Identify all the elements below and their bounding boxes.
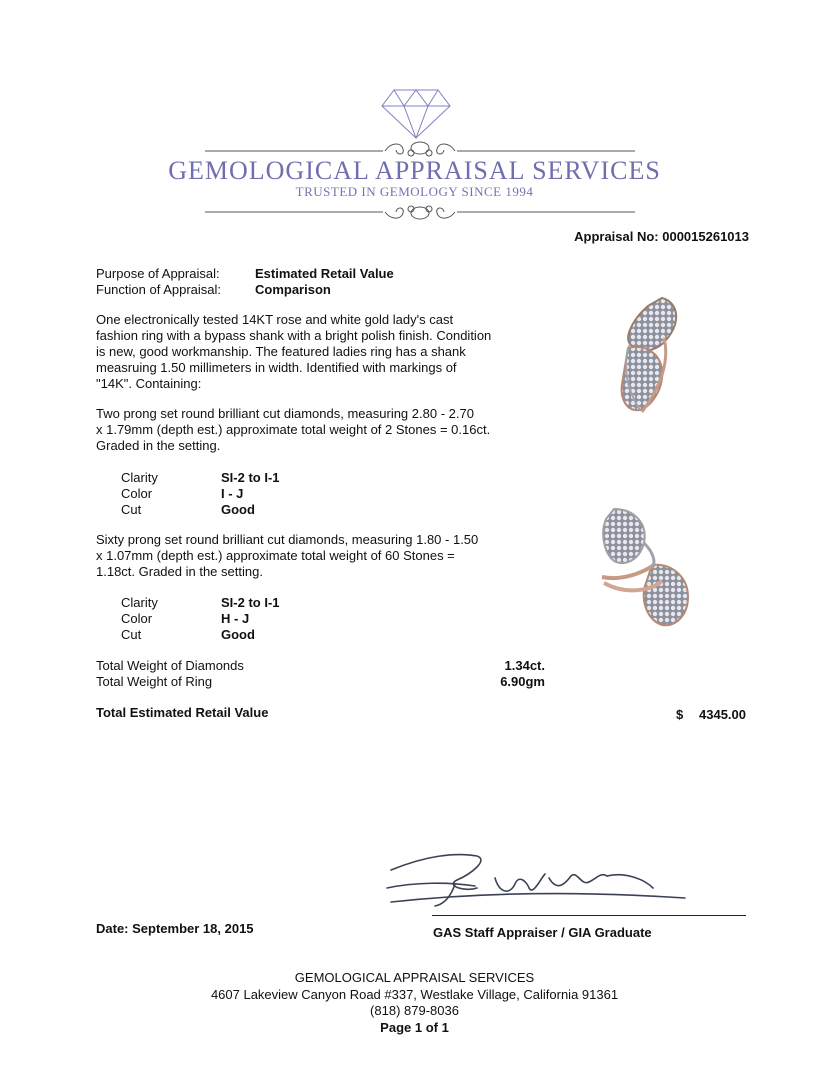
cut-value: Good [221,627,255,642]
appraiser-signature [385,848,695,918]
color-value: I - J [221,486,244,501]
stone-line: Graded in the setting. [96,438,221,453]
signature-caption: GAS Staff Appraiser / GIA Graduate [433,925,652,940]
currency-symbol: $ [676,707,684,722]
ring-photo-top [600,292,695,422]
signature-line [432,915,746,916]
retail-value-label: Total Estimated Retail Value [96,705,269,720]
clarity-value: SI-2 to I-1 [221,470,280,485]
clarity-value: SI-2 to I-1 [221,595,280,610]
cut-label: Cut [121,627,142,642]
stone-group-1-description [96,406,506,454]
ring-description [96,312,506,392]
color-value: H - J [221,611,250,626]
function-value: Comparison [255,282,331,297]
description-line: One electronically tested 14KT rose and white gold lady's cast [96,312,454,327]
total-ring-label: Total Weight of Ring [96,674,213,689]
color-label: Color [121,486,153,501]
appraisal-date: Date: September 18, 2015 [96,921,254,936]
stone-line: Sixty prong set round brilliant cut diamonds, measuring 1.80 - 1.50 [96,532,479,547]
footer-address: 4607 Lakeview Canyon Road #337, Westlake Village, California 91361 [210,987,619,1002]
stone-line: 1.18ct. Graded in the setting. [96,564,263,579]
retail-value-amount: 4345.00 [699,707,746,722]
clarity-label: Clarity [121,470,158,485]
total-diamonds-label: Total Weight of Diamonds [96,658,244,673]
diamond-icon [380,88,452,140]
description-line: is new, good workmanship. The featured ladies ring has a shank [96,344,466,359]
purpose-label: Purpose of Appraisal: [96,266,220,281]
description-line: "14K". Containing: [96,376,202,391]
clarity-label: Clarity [121,595,158,610]
ring-photo-bottom [592,503,702,631]
ornament-divider-bottom [205,202,635,224]
footer-company: GEMOLOGICAL APPRAISAL SERVICES [294,970,535,985]
color-label: Color [121,611,153,626]
total-ring-value: 6.90gm [500,674,545,689]
function-label: Function of Appraisal: [96,282,222,297]
brand-tagline: TRUSTED IN GEMOLOGY SINCE 1994 [295,184,534,199]
description-line: fashion ring with a bypass shank with a bright polish finish. Condition [96,328,492,343]
page-number: Page 1 of 1 [380,1020,449,1035]
footer-phone: (818) 879-8036 [370,1003,459,1018]
appraisal-number: Appraisal No: 000015261013 [574,229,749,244]
brand-name: GEMOLOGICAL APPRAISAL SERVICES [168,156,661,185]
cut-label: Cut [121,502,142,517]
description-line: measruing 1.50 millimeters in width. Identified with markings of [96,360,457,375]
cut-value: Good [221,502,255,517]
stone-group-2-description [96,532,506,580]
stone-line: x 1.79mm (depth est.) approximate total weight of 2 Stones = 0.16ct. [96,422,491,437]
stone-line: Two prong set round brilliant cut diamonds, measuring 2.80 - 2.70 [96,406,474,421]
stone-line: x 1.07mm (depth est.) approximate total weight of 60 Stones = [96,548,455,563]
total-diamonds-value: 1.34ct. [504,658,545,673]
purpose-value: Estimated Retail Value [255,266,394,281]
